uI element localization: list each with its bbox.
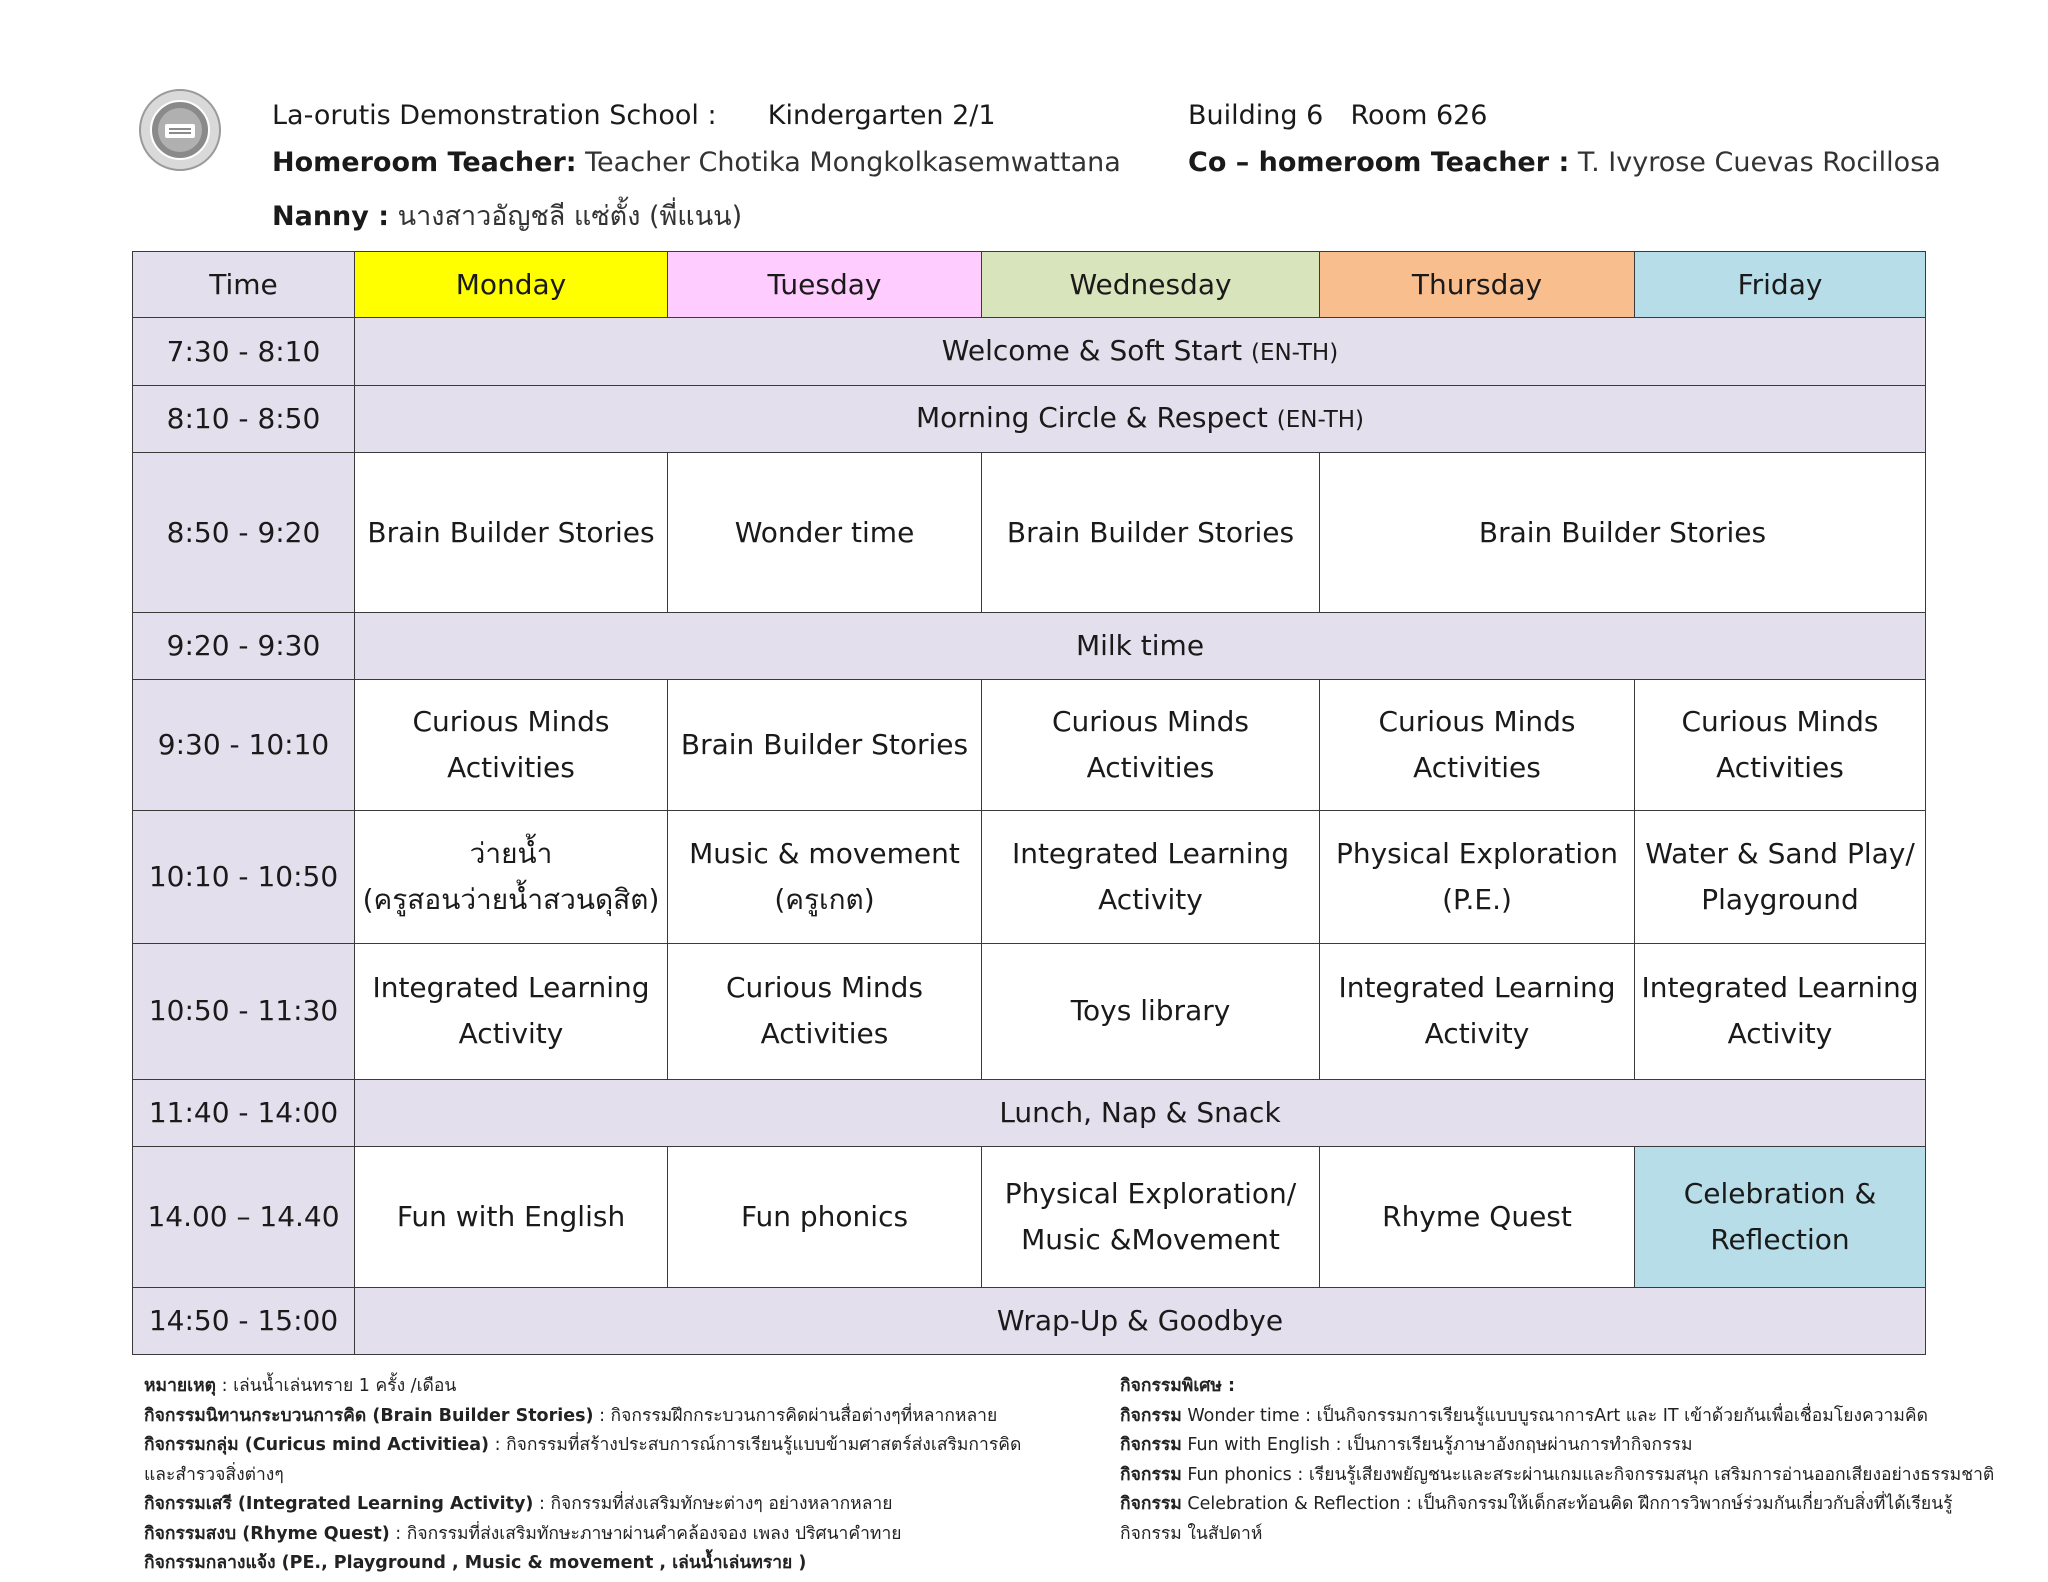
header-time: Time [133,252,355,318]
note-text: Fun phonics : เรียนรู้เสียงพยัญชนะและสระผ่านเกมและกิจกรรมสนุก เสริมการอ่านออกเสียงอย่างธรรมชาติ [1181,1464,1995,1485]
cell-line: Music & movement [689,836,960,870]
note-term: กิจกรรมนิทานกระบวนการคิด (Brain Builder Stories) [144,1405,594,1426]
cell-line: (ครูเกต) [774,882,875,916]
note-term: กิจกรรม [1120,1435,1182,1455]
shared-activity-cell [355,1287,1926,1354]
cell-line: Activities [760,1017,889,1051]
cell-line: Curious Minds [1378,705,1576,739]
homeroom-label: Homeroom Teacher: [272,147,577,178]
note-line [144,1431,1024,1490]
activity-cell [355,811,668,943]
band-label: Morning Circle & Respect [915,401,1268,435]
activity-cell: Brain Builder Stories [982,453,1320,613]
activity-cell [355,680,668,811]
note-term: กิจกรรมกลุ่ม (Curicus mind Activitiea) [144,1435,490,1455]
table-row [133,1287,1926,1354]
activity-cell: Wonder time [668,453,982,613]
homeroom-teacher: Teacher Chotika Mongkolkasemwattana [585,147,1121,178]
cell-line: Curious Minds [412,705,610,739]
time-cell: 9:30 - 10:10 [133,680,355,811]
activity-cell: Fun with English [355,1146,668,1287]
co-homeroom-line [1188,147,1941,178]
cell-line: Activity [1727,1017,1833,1051]
note-line [144,1402,1024,1432]
activity-cell: Fun phonics [668,1146,982,1287]
note-term: กิจกรรม [1120,1494,1182,1514]
note-line [144,1520,1024,1550]
note-line [1120,1490,1990,1549]
building-label: Building 6 [1188,100,1324,131]
homeroom-line [272,147,1121,178]
activity-cell: Brain Builder Stories [355,453,668,613]
note-text: Wonder time : เป็นกิจกรรมการเรียนรู้แบบบูรณาการArt และ IT เข้าด้วยกันเพื่อเชื่อมโยงความคิด [1181,1405,1928,1426]
shared-activity-cell [355,318,1926,386]
activity-cell [1635,811,1926,943]
cell-line: Playground [1701,882,1859,916]
shared-activity-cell [355,613,1926,680]
table-row [133,1079,1926,1146]
header-friday: Friday [1635,252,1926,318]
note-term: กิจกรรมกลางแจ้ง (PE., Playground , Music & movement , เล่นน้ำเล่นทราย ) [144,1553,807,1573]
header-row [133,252,1926,318]
cell-line: Water & Sand Play/ [1645,836,1915,870]
note-term: กิจกรรม [1120,1464,1182,1485]
cell-line: Curious Minds [726,971,923,1005]
cell-line: Activities [1716,751,1844,785]
activity-cell [355,943,668,1079]
cell-line: Integrated Learning [372,971,650,1005]
time-cell: 7:30 - 8:10 [133,318,355,386]
timetable [132,251,1926,1355]
note-line [1120,1372,1990,1402]
note-line [1120,1461,1995,1491]
cell-line: Celebration & [1683,1176,1877,1210]
activity-cell [982,1146,1320,1287]
time-cell: 8:10 - 8:50 [133,386,355,453]
band-label: Welcome & Soft Start [941,333,1243,367]
note-text: : กิจกรรมที่ส่งเสริมทักษะต่างๆ อย่างหลากหลาย [533,1494,893,1514]
cell-line: Activity [1424,1017,1530,1051]
language-tag: (EN-TH) [1276,407,1365,434]
activity-cell [668,811,982,943]
activity-cell: Toys library [982,943,1320,1079]
cell-line: ว่ายน้ำ [469,836,553,870]
cell-line: Integrated Learning [1011,836,1290,870]
table-row [133,318,1926,386]
nanny-name: นางสาวอัญชลี แซ่ตั้ง (พี่แนน) [397,201,743,232]
note-text: : กิจกรรมที่สร้างประสบการณ์การเรียนรู้แบบข้ามศาสตร์ส่งเสริมการคิดและสำรวจสิ่งต่างๆ [144,1435,1022,1485]
note-term: กิจกรรมสงบ (Rhyme Quest) [144,1523,390,1544]
activity-cell [1320,943,1635,1079]
cell-line: Curious Minds [1052,705,1249,739]
cell-line: Activities [447,751,575,785]
header-monday: Monday [355,252,668,318]
cell-line: (P.E.) [1442,882,1512,916]
table-row [133,613,1926,680]
table-row [133,943,1926,1079]
cell-line: Curious Minds [1681,705,1879,739]
nanny-label: Nanny : [272,201,390,232]
cell-line: Reflection [1710,1222,1850,1256]
note-text: : เล่นน้ำเล่นทราย 1 ครั้ง /เดือน [216,1376,457,1396]
nanny-line [272,194,742,237]
table-row [133,680,1926,811]
cell-line: Integrated Learning [1641,971,1919,1005]
note-text: : กิจกรรมที่ส่งเสริมทักษะภาษาผ่านคำคล้องจอง เพลง ปริศนาคำทาย [389,1523,902,1544]
room-label: Room 626 [1350,100,1488,131]
note-term: กิจกรรมพิเศษ : [1120,1376,1236,1396]
cell-line: Activities [1413,751,1541,785]
cell-line: Physical Exploration [1335,836,1619,870]
time-cell: 10:50 - 11:30 [133,943,355,1079]
note-line [1120,1402,1990,1432]
notes-left [144,1372,1024,1579]
location-line [1188,100,1488,131]
co-homeroom-label: Co – homeroom Teacher : [1188,147,1570,178]
language-tag: (EN-TH) [1250,339,1339,366]
header-tuesday: Tuesday [668,252,982,318]
table-row [133,453,1926,613]
band-label: Milk time [1075,629,1205,663]
activity-cell [1635,1146,1926,1287]
note-text: Fun with English : เป็นการเรียนรู้ภาษาอังกฤษผ่านการทำกิจกรรม [1181,1435,1693,1455]
activity-cell [1320,680,1635,811]
school-logo [138,88,222,172]
cell-line: Music &Movement [1021,1222,1280,1256]
shared-activity-cell [355,386,1926,453]
activity-cell [1635,680,1926,811]
co-homeroom-teacher: T. Ivyrose Cuevas Rocillosa [1577,147,1941,178]
band-label: Lunch, Nap & Snack [999,1095,1281,1129]
table-row [133,1146,1926,1287]
cell-line: Integrated Learning [1338,971,1616,1005]
header-thursday: Thursday [1320,252,1635,318]
time-cell: 14.00 – 14.40 [133,1146,355,1287]
class-name: Kindergarten 2/1 [767,100,996,131]
time-cell: 10:10 - 10:50 [133,811,355,943]
note-term: กิจกรรมเสรี (Integrated Learning Activity) [144,1494,534,1514]
note-line [144,1372,1024,1402]
table-row [133,811,1926,943]
activity-cell [1320,811,1635,943]
time-cell: 11:40 - 14:00 [133,1079,355,1146]
cell-line: Activities [1086,751,1215,785]
notes-right [1120,1372,1995,1549]
activity-cell [668,943,982,1079]
activity-cell [1635,943,1926,1079]
note-term: กิจกรรม [1120,1405,1182,1426]
note-text: Celebration & Reflection : เป็นกิจกรรมให้เด็กสะท้อนคิด ฝึกการวิพากษ์ร่วมกันเกี่ยวกับสิ่งที่ได้เรียนรู้กิจกรรม ในสัปดาห์ [1120,1494,1953,1544]
activity-cell: Brain Builder Stories [1320,453,1926,613]
time-cell: 8:50 - 9:20 [133,453,355,613]
shared-activity-cell [355,1079,1926,1146]
table-row [133,386,1926,453]
note-term: หมายเหตุ [144,1376,217,1396]
cell-line: (ครูสอนว่ายน้ำสวนดุสิต) [362,882,660,916]
activity-cell: Brain Builder Stories [668,680,982,811]
activity-cell [982,680,1320,811]
header-wednesday: Wednesday [982,252,1320,318]
band-label: Wrap-Up & Goodbye [996,1303,1284,1337]
cell-line: Activity [458,1017,564,1051]
time-cell: 14:50 - 15:00 [133,1287,355,1354]
cell-line: Activity [1098,882,1203,916]
cell-line: Physical Exploration/ [1004,1176,1297,1210]
activity-cell: Rhyme Quest [1320,1146,1635,1287]
activity-cell [982,811,1320,943]
time-cell: 9:20 - 9:30 [133,613,355,680]
school-label: La-orutis Demonstration School : [272,100,717,131]
note-text: : กิจกรรมฝึกกระบวนการคิดผ่านสื่อต่างๆที่หลากหลาย [593,1405,998,1426]
note-line [144,1549,1024,1579]
note-line [1120,1431,1990,1461]
note-line [144,1490,1024,1520]
school-line [272,100,996,131]
